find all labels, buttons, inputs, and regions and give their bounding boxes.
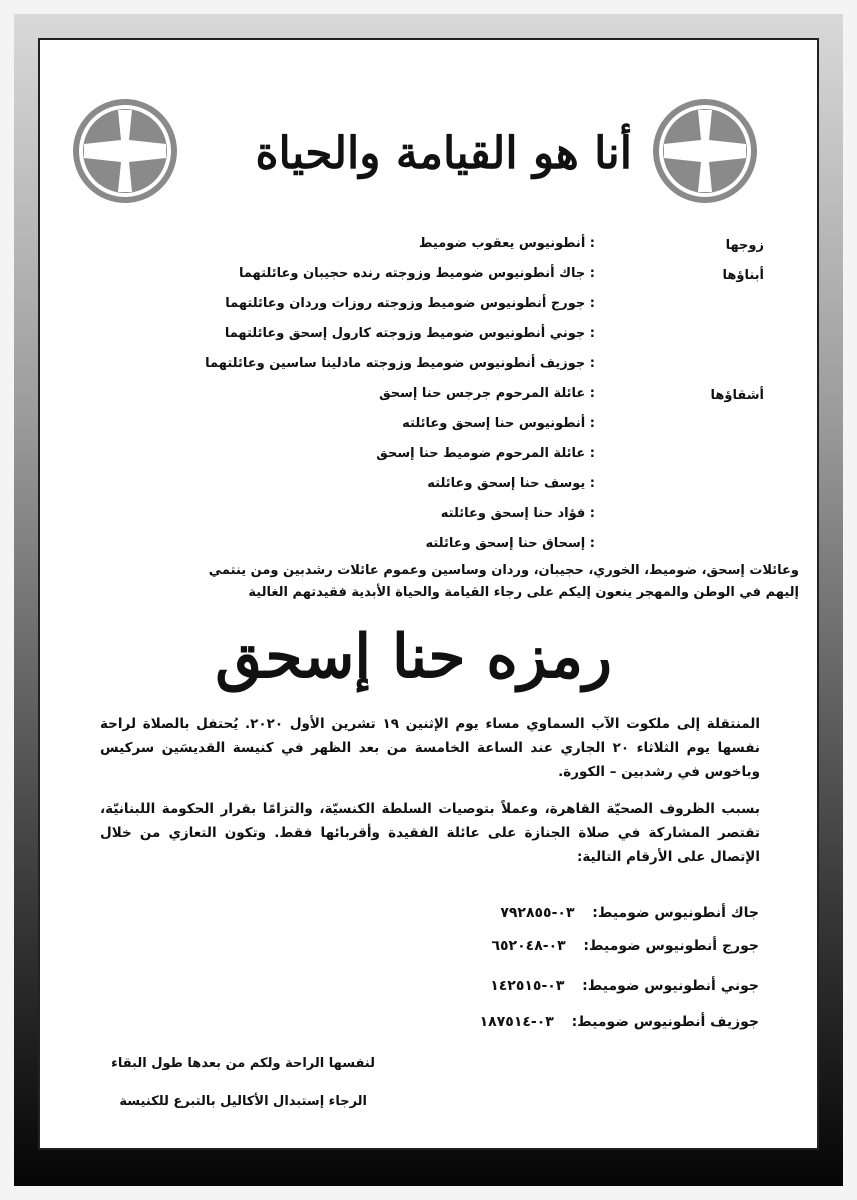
spouse-label: زوجها: [725, 238, 764, 253]
funeral-paragraph: المنتقلة إلى ملكوت الآب السماوي مساء يوم الإثنين ١٩ تشرين الأول ٢٠٢٠. يُحتفل بالصلاة لراحة نفسها يوم الثلاثاء ٢٠ الجاري عند الساعة الخامسة من بعد الظهر في كنيسة القديسَين سركيس وباخوس في رشدبين – الكورة.: [100, 716, 761, 780]
relative-line: : يوسف حنا إسحق وعائلته: [427, 476, 595, 491]
contact-entry: [490, 978, 759, 994]
relative-line: : فؤاد حنا إسحق وعائلته: [440, 506, 595, 521]
coptic-cross-icon: [70, 96, 180, 206]
contact-phone: ٠٣-١٤٢٥١٥: [490, 978, 565, 994]
coptic-cross-icon: [650, 96, 760, 206]
contact-name: جوزيف أنطونيوس ضوميط:: [571, 1014, 759, 1030]
deceased-name: رمزه حنا إسحق: [215, 622, 612, 692]
condolence-paragraph: بسبب الظروف الصحيّة القاهرة، وعملاً بتوصيات السلطة الكنسيّة، والتزامًا بقرار الحكومة اللبنانيّة، تقتصر المشاركة في صلاة الجنازة على عائلة الفقيدة وأقربائها فقط. وتكون التعازي من خلال الإتصال على الأرقام التالية:: [100, 801, 760, 865]
relative-line: : جوزيف أنطونيوس ضوميط وزوجته مادلينا ساسين وعائلتهما: [205, 356, 595, 371]
families-line: وعائلات إسحق، ضوميط، الخوري، حجيبان، وردان وساسين وعموم عائلات رشدبين ومن ينتمي: [208, 563, 799, 578]
contact-entry: [480, 1014, 759, 1030]
families-line: إليهم في الوطن والمهجر ينعون إليكم على رجاء القيامة والحياة الأبدية فقيدتهم الغالية: [248, 585, 799, 600]
children-label: أبناؤها: [722, 268, 764, 283]
contact-name: جاك أنطونيوس ضوميط:: [592, 905, 759, 921]
relative-line: : عائلة المرحوم ضوميط حنا إسحق: [376, 446, 595, 461]
contact-phone: ٠٣-٧٩٢٨٥٥: [500, 905, 575, 921]
closing-line: لنفسها الراحة ولكم من بعدها طول البقاء: [111, 1056, 375, 1071]
contact-entry: [500, 905, 759, 921]
contact-phone: ٠٣-٦٥٢٠٤٨: [491, 938, 566, 954]
relative-line: : إسحاق حنا إسحق وعائلته: [425, 536, 595, 551]
relative-line: : جوني أنطونيوس ضوميط وزوجته كارول إسحق وعائلتهما: [224, 326, 595, 341]
relative-line: : جورج أنطونيوس ضوميط وزوجته روزات وردان وعائلتهما: [225, 296, 595, 311]
contact-name: جوني أنطونيوس ضوميط:: [582, 978, 759, 994]
relative-line: : أنطونيوس حنا إسحق وعائلته: [402, 416, 595, 431]
contact-entry: [491, 938, 759, 954]
contact-name: جورج أنطونيوس ضوميط:: [583, 938, 759, 954]
relative-line: : جاك أنطونيوس ضوميط وزوجته رنده حجيبان وعائلتهما: [238, 266, 595, 281]
relative-line: : عائلة المرحوم جرجس حنا إسحق: [379, 386, 595, 401]
page-title: أنا هو القيامة والحياة: [255, 128, 632, 179]
relative-line: : أنطونيوس يعقوب ضوميط: [419, 236, 595, 251]
siblings-label: أشقاؤها: [710, 388, 764, 403]
contact-phone: ٠٣-١٨٧٥١٤: [479, 1014, 554, 1030]
closing-line: الرجاء إستبدال الأكاليل بالتبرع للكنيسة: [119, 1094, 367, 1109]
